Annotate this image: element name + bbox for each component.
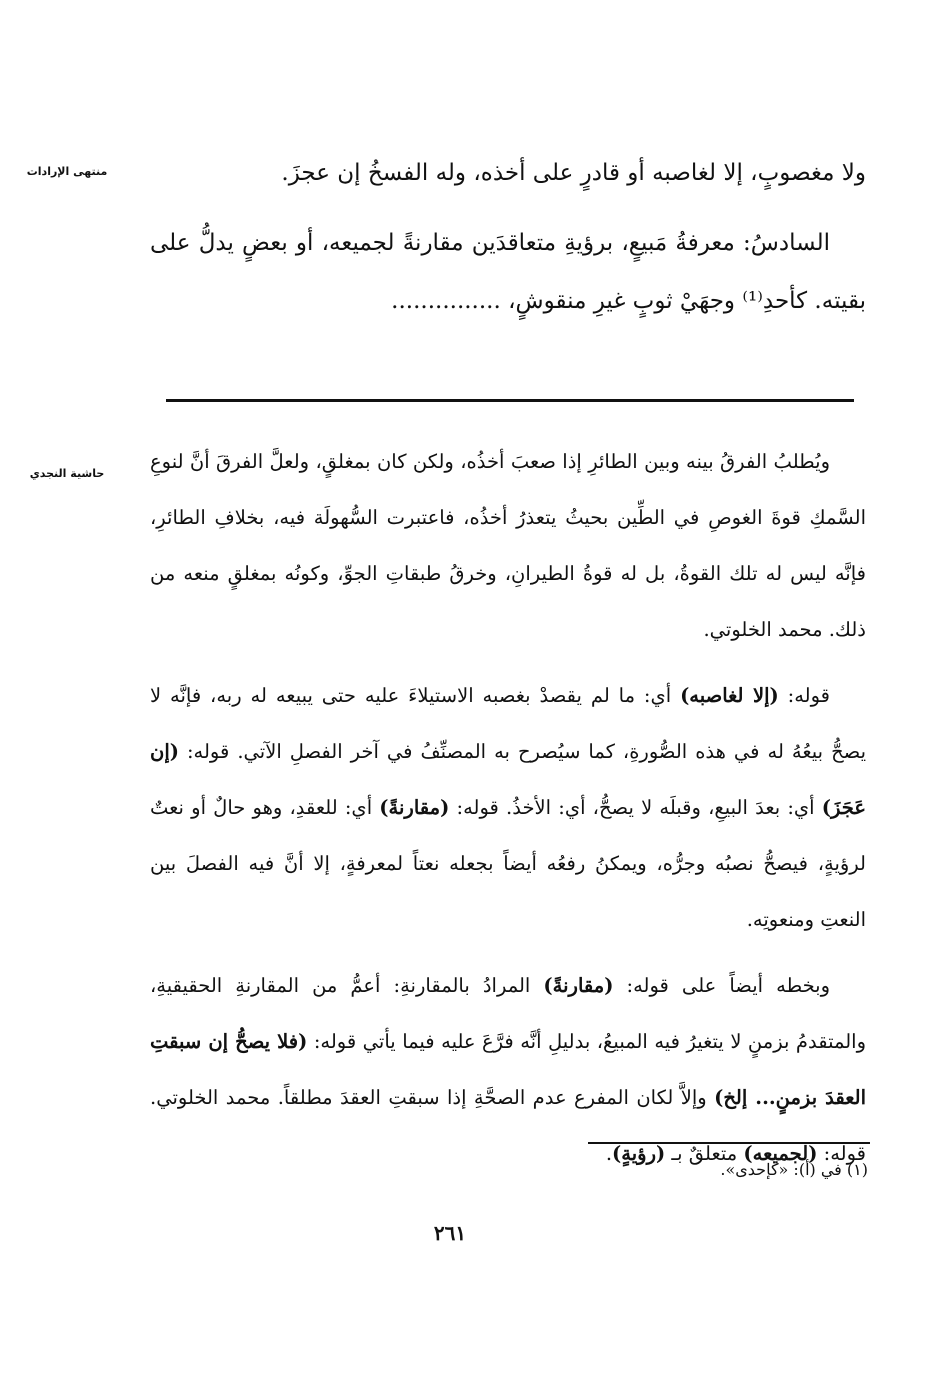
main-text-paragraph-2: السادسُ: معرفةُ مَبيعٍ، برؤيةِ متعاقدَين مقارنةً لجميعه، أو بعضٍ يدلُّ على بقيته. كأحدِ⁽¹⁾ وجهَيْ ثوبٍ غيرِ منقوشٍ، ............... (150, 230, 866, 314)
commentary-paragraph-2: قوله: (إلا لغاصبه) أي: ما لم يقصدْ بغصبه الاستيلاءَ عليه حتى يبيعه له ربه، فإنَّه لا يصحُّ بيعُهُ له في هذه الصُّورةِ، كما سيُصرح به المصنِّفُ في آخر الفصلِ الآتي. قوله: (إن عَجَزَ) أي: بعدَ البيعِ، وقبلَه لا يصحُّ، أي: الأخذُ. قوله: (مقارنةً) أي: للعقدِ، وهو حالٌ أو نعتٌ لرؤيةٍ، فيصحُّ نصبُه وجرُّه، ويمكنُ رفعُه أيضاً بجعله نعتاً لمعرفةٍ، إلا أنَّ فيه الفصلَ بين النعتِ ومنعوتِه. (150, 684, 866, 931)
side-label-main-text: منتهى الإرادات (26, 165, 108, 178)
quoted-phrase: (لجميعه) (743, 1142, 818, 1165)
quoted-phrase: (إلا لغاصبه) (680, 684, 779, 707)
footnote: (١) في (أ): «كإحدى». (720, 1160, 868, 1179)
commentary-paragraph-1: ويُطلبُ الفرقُ بينه وبين الطائرِ إذا صعبَ أخذُه، ولكن كان بمغلقٍ، ولعلَّ الفرقَ أنَّ لنوعِ السَّمكِ قوةَ الغوصِ في الطِّين بحيثُ يتعذرُ أخذُه، فاعتبرت السُّهولَة فيه، بخلافِ الطائرِ، فإنَّه ليس له تلك القوةُ، بل له قوةُ الطيرانِ، وخرقُ طبقاتِ الجوِّ، وكونُه بمغلقٍ منعه من ذلك. محمد الخلوتي. (150, 450, 866, 641)
page-number: ٢٦١ (433, 1221, 467, 1245)
main-text (150, 144, 866, 330)
main-text-paragraph-1: ولا مغصوبٍ، إلا لغاصبه أو قادرٍ على أخذه، وله الفسخُ إن عجزَ. (281, 160, 866, 186)
quoted-phrase: (مقارنةً) (543, 974, 614, 997)
section-divider (166, 399, 854, 402)
side-label-commentary: حاشية النجدي (29, 467, 105, 480)
commentary-paragraph-3: وبخطه أيضاً على قوله: (مقارنةً) المرادُ بالمقارنةِ: أعمُّ من المقارنةِ الحقيقيةِ، والمتقدمُ بزمنٍ لا يتغيرُ فيه المبيعُ، بدليلِ أنَّه فرَّعَ عليه فيما يأتي قوله: (فلا يصحُّ إن سبقتِ العقدَ بزمنٍ... إلخ) وإلاَّ لكان المفرع عدم الصحَّةِ إذا سبقتِ العقدَ مطلقاً. محمد الخلوتي. قوله: (لجميعه) متعلقٌ بـ (رؤيةٍ). (150, 974, 866, 1165)
quoted-phrase: (إن عَجَزَ) (150, 740, 866, 819)
commentary-text (150, 434, 866, 1192)
quoted-phrase: (مقارنةً) (379, 796, 450, 819)
quoted-phrase: (رؤيةٍ) (612, 1142, 666, 1165)
quoted-phrase: (فلا يصحُّ إن سبقتِ العقدَ بزمنٍ... إلخ) (150, 1030, 866, 1109)
footnote-rule (588, 1142, 870, 1144)
